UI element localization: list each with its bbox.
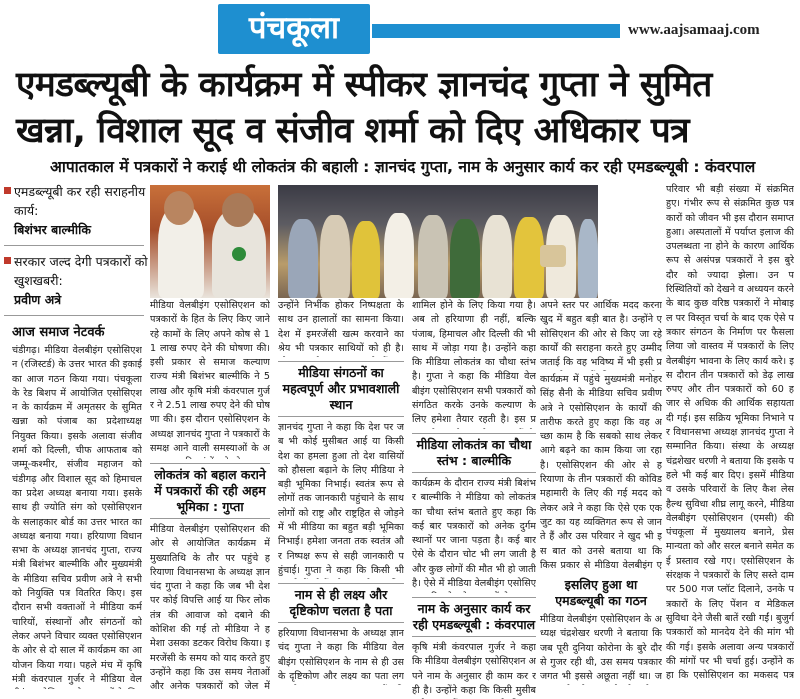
section-heading: लोकतंत्र को बहाल कराने में पत्रकारों की रही अहम भूमिका : गुप्ता <box>150 463 270 519</box>
person-face <box>164 191 194 225</box>
sub-headline: आपातकाल में पत्रकारों ने कराई थी लोकतंत्र की बहाली : ज्ञानचंद गुप्ता, नाम के अनुसार कार्य कर रही एमडब्ल्यूबी : कंवरपाल <box>50 158 756 176</box>
divider <box>4 315 144 316</box>
column-text: कार्यक्रम में पहुंचे मुख्यमंत्री मनोहर सिंह सैनी के मीडिया सचिव प्रवीण अत्रे ने एसोसिएशन के कार्यों की तारीफ करते हुए कहा कि वह अच्छा काम है कि सबको साथ लेकर आगे बढ़ने का काम किया जा रहा है। एसोसिएशन की ओर से हरियाणा के तीन पत्रकारों की कोविड महामारी के लिए की गई मदद को लेकर अत्रे ने कहा कि ऐसे एक एकजुट का यह व्यक्तिगत रूप से जानते हैं और उस परिवार ने खुद भी इस बात को उनसे बताया था कि किस प्रकार से मीडिया वेलबीइंग ए <box>540 374 662 571</box>
article-column-1: चंडीगढ़। मीडिया वेलबीइंग एसोसिएशन (रजिस्टर्ड) के उत्तर भारत की इकाई का आज गठन किया गया। पंचकूला के रेड बिशप में आयोजित एसोसिएशन के कार्यक्रम में अमृतसर के सुमित खन्ना को पंजाब का प्रदेशाध्यक्ष नियुक्त किया। इसके अलावा संजीव शर्मा को दिल्ली, चीफ आफताब को जम्मू-कश्मीर, संजीव महाजन को चंडीगढ़ और विशाल सूद को हिमाचल का प्रदेश अध्यक्ष बनाया गया। इसके साथ ही ज्योति संग को एसोसिएशन के सलाहकार बोर्ड का उत्तर भारत का अध्यक्ष बनाया गया। हरियाणा विधानसभा के अध्यक्ष ज्ञानचंद गुप्ता, राज्य मंत्री बिशंभर बाल्मीकि और मुख्यमंत्री के मीडिया सचिव प्रवीण अत्रे ने सभी को नियुक्ति पत्र वितरित किए। इस दौरान सभी वक्ताओं ने मीडिया कर्मचारियों, संस्थानों और संगठनों को लेकर अपने विचार व्यक्त एसोसिएशन के ओर से दो साल में कार्यक्रम का आयोजन किया गया। पहले मंच में कृषि मंत्री कंवरपाल गुर्जर ने मीडिया वेल <box>12 345 142 685</box>
page-header <box>0 0 800 60</box>
sidebar-item-headline: सरकार जल्द देगी पत्रकारों को खुशखबरी: <box>14 254 148 288</box>
section-heading: मीडिया संगठनों का महत्वपूर्ण और प्रभावशाली स्थान <box>278 361 404 417</box>
person-figure <box>352 221 380 298</box>
person-figure <box>578 219 598 298</box>
section-heading: नाम से ही लक्ष्य और दृष्टिकोण चलता है पता <box>278 583 404 623</box>
person-figure <box>418 215 448 298</box>
sidebar <box>0 178 148 693</box>
column-text: परिवार भी बड़ी संख्या में संक्रमित हुए। गंभीर रूप से संक्रमित कुछ पत्रकारों को जीवन भी इस दौरान समाप्त हुआ। अस्पतालों में पर्याप्त इलाज की उपलब्धता ना होने के कारण आर्थिक रूप से असंपन्न पत्रकारों ने इस बुरे दौर को ज्यादा झेला। उन परिस्थितियों को देखने व अध्ययन करने के बाद कुछ वरिष्ठ पत्रकारों ने मोबाइल पर विस्तृत चर्चा के बाद एक ऐसे पत्रकार संगठन के निर्माण पर फैसला लिया जो वास्तव में पत्रकारों के लिए वेलबीइंग भावना के लिए कार्य करे। इस दौरान तीन पत्रकारों को डेढ़ लाख रुपए और तीन पत्रकारों को 60 हजार से अधिक की आर्थिक सहायता दी गई। इस सक्रिय भूमिका निभाने पर विधानसभा अध्यक्ष ज्ञानचंद गुप्ता ने सम्मानित किया। संस्था के अध्यक्ष चंद्रशेखर धरणी ने बताया कि इसके पहले भी कई बार दिए। इसमें मीडिया व उसके परिवारों के लिए कैश लेस हैल्थ सुविधा शीघ्र लागू करने, मीडिया वेलबीइंग एसोसिएशन (एमसी) की पंचकूला में मुख्यालय बनाने, प्रेस मान्यता को और सरल बनाने समेत कई प्रस्ताव रखे गए। एसोसिएशन के संरक्षक ने पत्रकारों के लिए सस्ते दाम पर 500 गज प्लॉट दिलाने, उनके पत्रकारों के लिए पेंशन व मेडिकल सुविधा देने जैसी बातें रखी गईं। बुजुर्ग पत्रकारों को मानदेय देने की मांग भी की गई। इसके अलावा अन्य पत्रकारों की मांगों पर भी चर्चा हुई। उन्होंने कहा कि एसोसिएशन का मकसद पत्र <box>666 184 794 682</box>
photo-speakers <box>150 185 270 298</box>
article-column-4 <box>412 299 536 696</box>
column-text: मीडिया वेलबीइंग एसोसिएशन की ओर से आयोजित कार्यक्रम में मुख्यातिथि के तौर पर पहुंचे हरियाणा विधानसभा के अध्यक्ष ज्ञानचंद गुप्ता ने कहा कि जब भी देश पर कोई विपत्ति आई या फिर लोकतंत्र की आवाज को दबाने की कोशिश की गई तो मीडिया ने हमेशा उसका डटकर विरोध किया। इमरजेंसी के समय को याद करते हुए उन्होंने कहा कि उस समय नेताओं और अनेक पत्रकारों को जेल में <box>150 524 270 693</box>
badge-icon <box>232 247 246 261</box>
sidebar-item <box>0 182 148 239</box>
person-figure <box>320 215 350 298</box>
main-headline: एमडब्ल्यूबी के कार्यक्रम में स्पीकर ज्ञानचंद गुप्ता ने सुमित खन्ना, विशाल सूद व संजीव शर्मा को दिए अधिकार पत्र <box>16 65 712 151</box>
divider <box>4 245 144 246</box>
section-heading: इसलिए हुआ था एमडब्ल्यूबी का गठन <box>555 577 647 608</box>
byline: आज समाज नेटवर्क <box>12 325 105 340</box>
article-column-2 <box>150 299 270 693</box>
person-face <box>222 193 254 227</box>
section-title: पंचकूला <box>248 10 340 46</box>
person-figure <box>482 215 512 298</box>
column-text: हरियाणा विधानसभा के अध्यक्ष ज्ञानचंद गुप्ता ने कहा कि मीडिया वेलबीइंग एसोसिएशन के नाम से ही उसके दृष्टिकोण और लक्ष्य का पता लग <box>278 628 404 682</box>
section-heading: मीडिया लोकतंत्र का चौथा स्तंभ : बाल्मीकि <box>412 433 536 473</box>
sidebar-item <box>0 252 148 309</box>
column-text: अपने स्तर पर आर्थिक मदद करना खुद में बहुत बड़ी बात है। उन्होंने एसोसिएशन की ओर से किए जा रहे कार्यों की सराहना करते हुए उम्मीद जताई कि वह भविष्य में भी इसी प्र <box>540 300 662 369</box>
column-text: मीडिया वेलबीइंग एसोसिएशन के अध्यक्ष चंद्रशेखर धरणी ने बताया कि जब पूरी दुनिया कोरोना के बुरे दौर से गुजर रही थी, उस समय पत्रकार जगत भी इससे अछूता नहीं था। ज <box>540 614 662 683</box>
column-text: शामिल होने के लिए किया गया है। अब तो हरियाणा ही नहीं, बल्कि पंजाब, हिमाचल और दिल्ली की भी साथ में जोड़ा गया है। उन्होंने कहा कि मीडिया लोकतंत्र का चौथा स्तंभ है। गुप्ता ने कहा कि मीडिया वेलबीइंग एसोसिएशन सभी पत्रकारों को संगठित करके उनके कल्याण के लिए हमेशा तैयार रहती है। इस प्र <box>412 300 536 426</box>
article-column-6 <box>666 183 794 689</box>
header-rule <box>372 24 620 38</box>
column-text: कार्यक्रम के दौरान राज्य मंत्री बिशंभर बाल्मीकि ने मीडिया को लोकतंत्र का चौथा स्तंभ बताते हुए कहा कि कई बार पत्रकारों को अनेक दुर्गम स्थानों पर जाना पड़ता है। कई बार ऐसे के दौरान चोट भी लग जाती है और कुछ लोगों की मौत भी हो जाती है। ऐसे में मीडिया वेलबीइंग एसोसिए <box>412 478 536 590</box>
person-figure <box>384 213 414 298</box>
person-figure <box>450 219 480 298</box>
article-column-5 <box>540 299 662 689</box>
column-text: उन्होंने निर्भीक होकर निष्पक्षता के साथ उन हालातों का सामना किया। देश में इमरजेंसी खत्म करवाने का श्रेय भी पत्रकार साथियों को ही है। <box>278 300 404 354</box>
section-tab <box>218 4 370 54</box>
column-text: कृषि मंत्री कंवरपाल गुर्जर ने कहा कि मीडिया वेलबीइंग एसोसिएशन अपने नाम के अनुसार ही काम कर रही है। उन्होंने कहा कि किसी मुसीब <box>412 642 536 696</box>
column-text: मीडिया वेलबीइंग एसोसिएशन को पत्रकारों के हित के लिए किए जाने रहे कामों के लिए अपने कोष से 11 लाख रुपए देने की घोषणा की। इसी प्रकार से समाज कल्याण राज्य मंत्री बिशंभर बाल्मीकि ने 5 लाख और कृषि मंत्री कंवरपाल गुर्जर ने 2.51 लाख रुपए देने की घोषणा की। इस दौरान एसोसिएशन के अध्यक्ष ज्ञानचंद गुप्ता ने पत्रकारों के समक्ष आने वाली समस्याओं के अ <box>150 300 270 454</box>
sidebar-item-source: बिशंभर बाल्मीकि <box>14 222 91 237</box>
website-url[interactable]: www.aajsamaaj.com <box>628 22 760 38</box>
column-text: ज्ञानचंद गुप्ता ने कहा कि देश पर जब भी कोई मुसीबत आई या किसी देश का हमला हुआ तो देश वासियों को हौसला बढ़ाने के लिए मीडिया ने बड़ी भूमिका निभाई। स्वतंत्र रूप से लोगों तक जानकारी पहुंचाने के साथ लोगों को राष्ट्र और राष्ट्रहित से जोड़ने में भी मीडिया का बहुत बड़ी भूमिका निभाई। हमेशा जनता तक स्वतंत्र और निष्पक्ष रूप से सही जानकारी पहुंचाई। गुप्ता ने कहा कि किसी भी <box>278 422 404 576</box>
article-column-3 <box>278 299 404 689</box>
sidebar-item-headline: एमडब्ल्यूबी कर रही सराहनीय कार्य: <box>14 184 146 218</box>
person-figure <box>288 219 318 298</box>
sidebar-item-source: प्रवीण अत्रे <box>14 292 62 307</box>
photo-ceremony <box>278 185 598 298</box>
memento-plaque <box>540 245 566 267</box>
section-heading: नाम के अनुसार कार्य कर रही एमडब्ल्यूबी : कंवरपाल <box>412 597 536 637</box>
